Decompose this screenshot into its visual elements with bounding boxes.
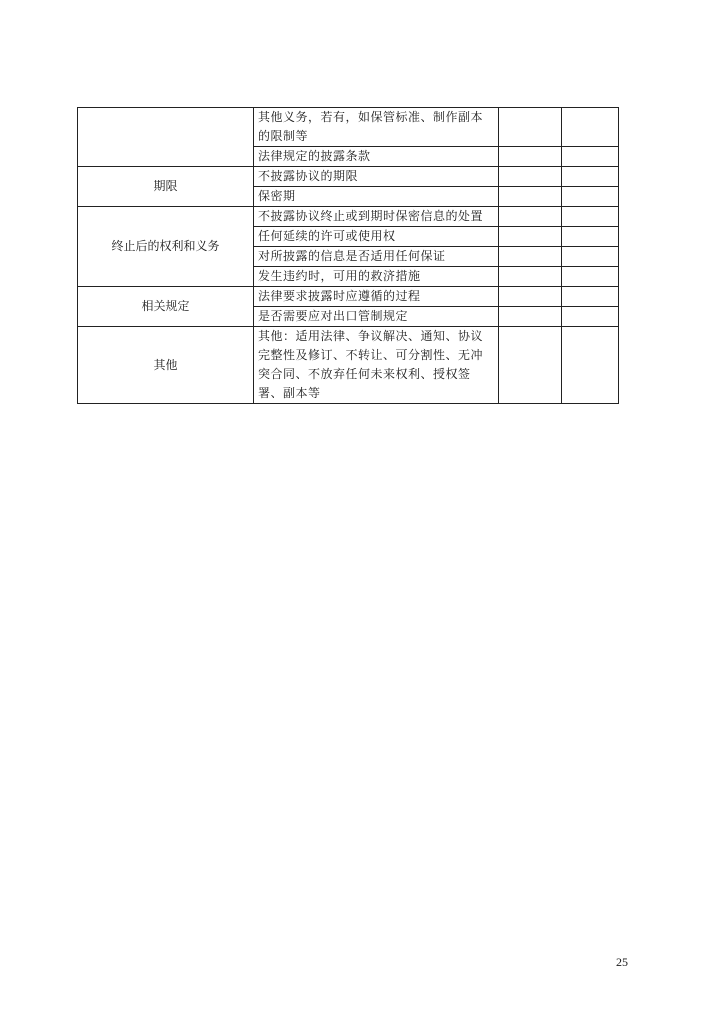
- blank-cell: [562, 327, 619, 404]
- page-number: 25: [616, 955, 628, 969]
- blank-cell: [499, 108, 562, 147]
- category-cell: 终止后的权利和义务: [78, 207, 254, 287]
- item-cell: 不披露协议的期限: [254, 167, 499, 187]
- table-row: [78, 287, 619, 307]
- category-cell: 期限: [78, 167, 254, 207]
- item-cell: 其他：适用法律、争议解决、通知、协议完整性及修订、不转让、可分割性、无冲突合同、不放弃任何未来权利、授权签署、副本等: [254, 327, 499, 404]
- blank-cell: [499, 187, 562, 207]
- blank-cell: [562, 267, 619, 287]
- item-cell: 任何延续的许可或使用权: [254, 227, 499, 247]
- item-cell: 对所披露的信息是否适用任何保证: [254, 247, 499, 267]
- table-row: [78, 108, 619, 147]
- category-cell: [78, 108, 254, 167]
- blank-cell: [562, 147, 619, 167]
- blank-cell: [562, 307, 619, 327]
- category-cell: 相关规定: [78, 287, 254, 327]
- blank-cell: [562, 187, 619, 207]
- item-cell: 法律要求披露时应遵循的过程: [254, 287, 499, 307]
- checklist-table: [77, 107, 619, 404]
- blank-cell: [499, 247, 562, 267]
- table-row: [78, 327, 619, 404]
- blank-cell: [499, 167, 562, 187]
- item-cell: 法律规定的披露条款: [254, 147, 499, 167]
- blank-cell: [562, 108, 619, 147]
- table-row: [78, 207, 619, 227]
- item-cell: 其他义务，若有，如保管标准、制作副本的限制等: [254, 108, 499, 147]
- blank-cell: [562, 227, 619, 247]
- blank-cell: [562, 247, 619, 267]
- blank-cell: [499, 307, 562, 327]
- item-cell: 是否需要应对出口管制规定: [254, 307, 499, 327]
- item-cell: 不披露协议终止或到期时保密信息的处置: [254, 207, 499, 227]
- category-cell: 其他: [78, 327, 254, 404]
- blank-cell: [562, 167, 619, 187]
- blank-cell: [562, 207, 619, 227]
- item-cell: 保密期: [254, 187, 499, 207]
- blank-cell: [499, 287, 562, 307]
- blank-cell: [499, 207, 562, 227]
- blank-cell: [499, 327, 562, 404]
- blank-cell: [562, 287, 619, 307]
- table-row: [78, 167, 619, 187]
- item-cell: 发生违约时，可用的救济措施: [254, 267, 499, 287]
- blank-cell: [499, 267, 562, 287]
- blank-cell: [499, 227, 562, 247]
- blank-cell: [499, 147, 562, 167]
- checklist-body: [78, 108, 619, 404]
